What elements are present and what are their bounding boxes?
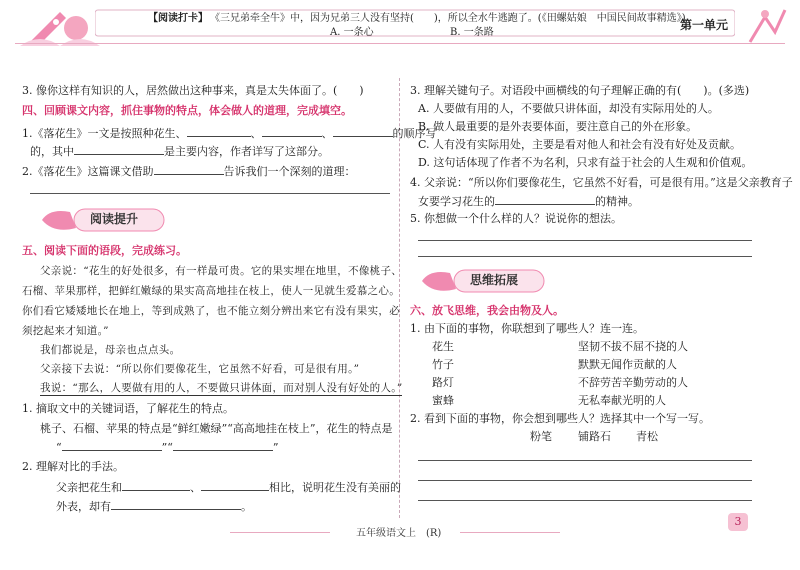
answer-line-s6-2[interactable] bbox=[418, 480, 752, 481]
answer-line-q5-2[interactable] bbox=[418, 256, 752, 257]
passage-line-3: 你们看它矮矮地长在地上，等到成熟了，也不能立刻分辨出来它有没有果实，必 bbox=[22, 305, 400, 317]
s4-q1-text-d: 是主要内容，作者详写了这部分。 bbox=[164, 145, 329, 158]
choice-2: 铺路石 bbox=[578, 430, 611, 443]
s6-question-1: 1. 由下面的事物，你联想到了哪些人？连一连。 bbox=[410, 322, 644, 335]
s5-q2-text-c: 外表，却有 bbox=[56, 500, 111, 513]
match-right-4[interactable]: 无私奉献光明的人 bbox=[578, 394, 666, 407]
s4-q1-text-c: 的，其中 bbox=[30, 145, 74, 158]
match-left-3[interactable]: 路灯 bbox=[432, 376, 454, 389]
s4-q1-sep1: 、 bbox=[250, 127, 262, 140]
quote-open: “ bbox=[56, 441, 62, 454]
s5-q1-answer-row bbox=[56, 440, 279, 455]
s5-question-1-line: 桃子、石榴、苹果的特点是“鲜红嫩绿”“高高地挂在枝上”，花生的特点是 bbox=[40, 422, 393, 435]
footer-text: 五年级语文上 (R) bbox=[356, 528, 442, 539]
s4-q1-text-b: 的顺序写 bbox=[392, 127, 437, 140]
passage-line-2: 石榴、苹果那样，把鲜红嫩绿的果实高高地挂在枝上，使人一见就生爱慕之心。 bbox=[22, 285, 400, 297]
match-right-2[interactable]: 默默无闻作贡献的人 bbox=[578, 358, 677, 371]
section-5-title: 五、阅读下面的语段，完成练习。 bbox=[22, 244, 187, 257]
option-b-text: B. 做人最重要的是外表要体面，要注意自己的外在形象。 bbox=[418, 120, 698, 133]
badge-thinking-label: 思维拓展 bbox=[470, 273, 519, 287]
match-left-2[interactable]: 竹子 bbox=[432, 358, 454, 371]
answer-line-s6-1[interactable] bbox=[418, 460, 752, 461]
section-6-title: 六、放飞思维，我会由物及人。 bbox=[410, 304, 564, 317]
s5-q2-line1 bbox=[56, 480, 401, 495]
reading-card-text: 《三兄弟牵全牛》中，因为兄弟三人没有坚持( )，所以全水牛逃跑了。(《田螺姑娘 中国民间故事精选》) bbox=[210, 13, 686, 24]
blank-s5-q1-2[interactable] bbox=[173, 440, 273, 451]
s4-q2-text-b: 告诉我们一个深刻的道理： bbox=[223, 165, 356, 178]
s4-q2-text-a: 2.《落花生》这篇课文借助 bbox=[22, 165, 154, 178]
option-d-text: D. 这句话体现了作者不为名利，只求有益于社会的人生观和价值观。 bbox=[418, 156, 753, 169]
s5-q2-text-a: 父亲把花生和 bbox=[56, 481, 122, 494]
match-right-1[interactable]: 坚韧不拔不屈不挠的人 bbox=[578, 340, 688, 353]
right-question-4-line2 bbox=[418, 194, 639, 209]
match-left-1[interactable]: 花生 bbox=[432, 340, 454, 353]
answer-line-q5-1[interactable] bbox=[418, 240, 752, 241]
s5-q2-sep: 、 bbox=[190, 481, 201, 494]
blank-s4-q1-3[interactable] bbox=[333, 126, 393, 137]
blank-s4-q1-1[interactable] bbox=[187, 126, 251, 137]
q4-text-c: 的精神。 bbox=[595, 195, 639, 208]
s4-question-1-line2 bbox=[30, 144, 329, 159]
blank-s5-q2-2[interactable] bbox=[201, 480, 269, 491]
unit-title: 第一单元 bbox=[680, 18, 729, 32]
match-left-4[interactable]: 蜜蜂 bbox=[432, 394, 454, 407]
header-rule bbox=[15, 43, 785, 44]
s4-question-2 bbox=[22, 164, 356, 179]
choice-3: 青松 bbox=[636, 430, 658, 443]
q4-text-b: 女要学习花生的 bbox=[418, 195, 495, 208]
quote-mid: ”“ bbox=[161, 441, 173, 454]
figure-decoration-icon bbox=[740, 2, 790, 46]
s5-q2-text-b: 相比，说明花生没有美丽的 bbox=[269, 481, 401, 494]
option-c-text: C. 人有没有实际用处，主要是看对他人和社会有没有好处及贡献。 bbox=[418, 138, 742, 151]
right-question-3: 3. 理解关键句子。对语段中画横线的句子理解正确的有( )。(多选) bbox=[410, 84, 750, 97]
section-4-title-text: 四、回顾课文内容，抓住事物的特点，体会做人的道理，完成填空。 bbox=[22, 104, 352, 117]
reading-card-label: 【阅读打卡】 bbox=[148, 13, 208, 24]
blank-s4-q1-2[interactable] bbox=[262, 126, 322, 137]
blank-s5-q2-1[interactable] bbox=[122, 480, 190, 491]
badge-reading bbox=[40, 204, 160, 232]
blank-s5-q1-1[interactable] bbox=[62, 440, 162, 451]
footer-rule-right bbox=[460, 532, 560, 533]
passage-line-1: 父亲说：“花生的好处很多，有一样最可贵。它的果实埋在地里，不像桃子、 bbox=[40, 265, 403, 277]
s5-question-1: 1. 摘取文中的关键词语，了解花生的特点。 bbox=[22, 402, 234, 415]
answer-line-s6-3[interactable] bbox=[418, 500, 752, 501]
passage-line-6: 父亲接下去说：“所以你们要像花生，它虽然不好看，可是很有用。” bbox=[40, 363, 360, 375]
passage-line-5: 我们都说是，母亲也点点头。 bbox=[40, 344, 181, 356]
match-right-3[interactable]: 不辞劳苦辛勤劳动的人 bbox=[578, 376, 688, 389]
s4-q1-text-a: 1.《落花生》一文是按照种花生、 bbox=[22, 127, 187, 140]
blank-s4-q2-1[interactable] bbox=[154, 164, 224, 175]
s5-question-2: 2. 理解对比的手法。 bbox=[22, 460, 124, 473]
section-4-title bbox=[22, 104, 352, 118]
s6-question-2: 2. 看到下面的事物，你会想到哪些人？选择其中一个写一写。 bbox=[410, 412, 710, 425]
left-question-3: 3. 像你这样有知识的人，居然做出这种事来，真是太失体面了。( ) bbox=[22, 84, 364, 97]
badge-thinking bbox=[420, 265, 540, 293]
s5-q2-line2 bbox=[56, 499, 252, 514]
answer-line-s4-q2[interactable] bbox=[30, 193, 390, 194]
blank-s4-q1-4[interactable] bbox=[74, 144, 164, 155]
page-number: 3 bbox=[728, 513, 748, 531]
column-divider bbox=[399, 78, 400, 518]
option-a: A. 一条心 bbox=[330, 27, 374, 38]
choice-1: 粉笔 bbox=[530, 430, 552, 443]
s5-q2-end: 。 bbox=[241, 500, 252, 513]
blank-s5-q2-3[interactable] bbox=[111, 499, 241, 510]
quote-close: ” bbox=[272, 441, 279, 454]
passage-line-7-underlined: 我说：“那么，人要做有用的人，不要做只讲体面，而对别人没有好处的人。” bbox=[40, 382, 403, 394]
badge-reading-label: 阅读提升 bbox=[90, 212, 139, 226]
rocket-decoration-icon bbox=[20, 2, 100, 46]
right-question-5: 5. 你想做一个什么样的人？说说你的想法。 bbox=[410, 212, 622, 225]
footer-rule-left bbox=[230, 532, 330, 533]
s4-question-1-line1 bbox=[22, 126, 437, 141]
option-a-text: A. 人要做有用的人，不要做只讲体面，却没有实际用处的人。 bbox=[418, 102, 719, 115]
right-question-4-line1: 4. 父亲说：“所以你们要像花生，它虽然不好看，可是很有用。”这是父亲教育子 bbox=[410, 176, 793, 189]
blank-q4[interactable] bbox=[495, 194, 595, 205]
option-b: B. 一条路 bbox=[450, 27, 494, 38]
s4-q1-sep2: 、 bbox=[321, 127, 333, 140]
passage-line-4: 须挖起来才知道。” bbox=[22, 325, 109, 337]
